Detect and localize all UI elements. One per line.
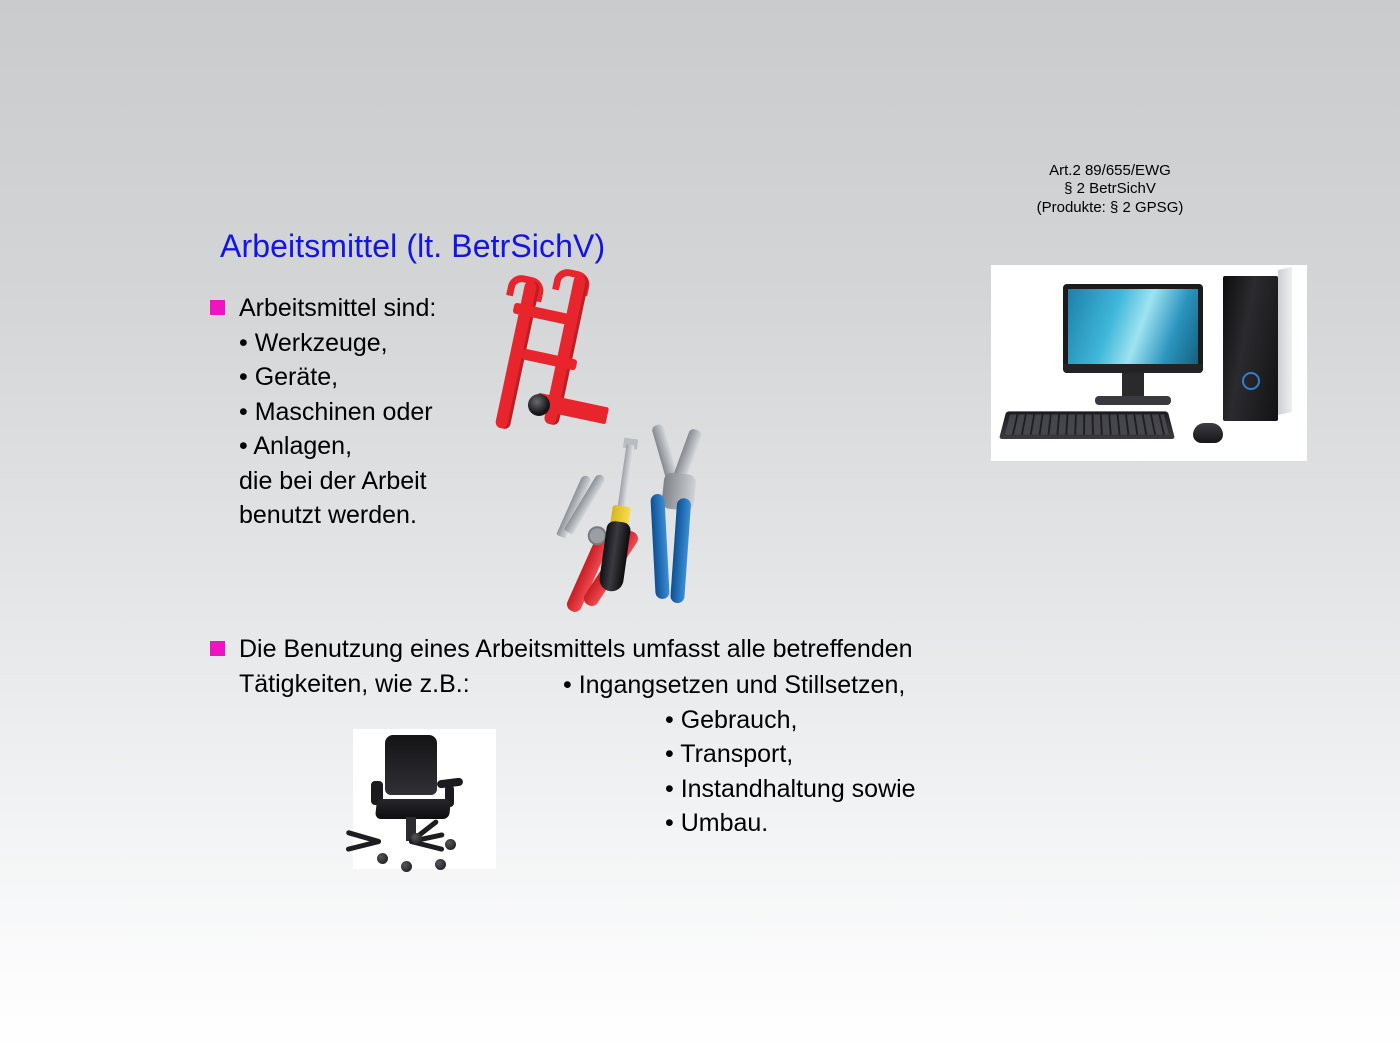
- chair-caster: [435, 859, 446, 870]
- usage-activity-list: [563, 668, 916, 841]
- screwdriver-grip: [598, 520, 632, 593]
- monitor-stand-neck: [1122, 373, 1144, 398]
- definition-tail-line-1: die bei der Arbeit: [239, 466, 427, 495]
- power-button-icon: [1242, 372, 1260, 390]
- definition-item: • Maschinen oder: [239, 397, 433, 426]
- usage-activity-item: • Gebrauch,: [665, 705, 798, 734]
- usage-activity-item: • Umbau.: [665, 809, 769, 837]
- water-pump-pliers-handle: [670, 498, 691, 604]
- chair-backrest: [385, 735, 437, 795]
- definition-item: • Geräte,: [239, 363, 339, 391]
- chair-caster: [445, 839, 456, 850]
- bullet-marker-icon: [210, 300, 225, 315]
- legal-reference-line-2: § 2 BetrSichV: [1064, 180, 1156, 198]
- monitor-stand-base: [1095, 396, 1171, 405]
- computer-tower-icon: [1223, 276, 1278, 421]
- legal-reference: [950, 162, 1270, 217]
- hand-tools-image: [540, 424, 715, 619]
- chair-caster: [411, 833, 422, 844]
- monitor-icon: [1063, 284, 1203, 373]
- bullet-marker-icon: [210, 641, 225, 656]
- chair-caster: [401, 861, 412, 872]
- bullet-block-definition-text: [239, 291, 436, 533]
- screwdriver-blade: [617, 444, 634, 510]
- definition-tail-line-2: benutzt werden.: [239, 501, 417, 529]
- usage-activity-item: • Ingangsetzen und Stillsetzen,: [563, 671, 906, 699]
- monitor-screen: [1068, 289, 1198, 364]
- water-pump-pliers-handle: [650, 494, 669, 600]
- usage-line-1: Die Benutzung eines Arbeitsmittels umfasst alle betreffenden: [239, 635, 913, 663]
- chair-base: [375, 837, 449, 847]
- usage-activity-item: • Instandhaltung sowie: [665, 774, 916, 803]
- hand-truck-image: [496, 272, 646, 442]
- chair-caster: [377, 853, 388, 864]
- legal-reference-line-1: Art.2 89/655/EWG: [1049, 162, 1171, 179]
- definition-item: • Anlagen,: [239, 432, 353, 460]
- usage-line-2: Tätigkeiten, wie z.B.:: [239, 669, 470, 698]
- bullet-block-definition: [210, 291, 436, 533]
- monitor-chin: [1063, 364, 1203, 373]
- chair-seat: [375, 799, 451, 819]
- definition-lead: Arbeitsmittel sind:: [239, 294, 437, 322]
- tower-side-panel: [1278, 267, 1292, 415]
- mouse-icon: [1193, 423, 1223, 443]
- water-pump-pliers-icon: [626, 420, 735, 618]
- desktop-computer-image: [991, 265, 1307, 461]
- office-chair-image: [353, 729, 496, 869]
- definition-item: • Werkzeuge,: [239, 328, 388, 357]
- legal-reference-line-3: (Produkte: § 2 GPSG): [1036, 198, 1184, 216]
- keyboard-icon: [999, 411, 1175, 439]
- page-title: Arbeitsmittel (lt. BetrSichV): [220, 228, 606, 264]
- usage-activity-item: • Transport,: [665, 740, 794, 768]
- hand-truck-wheel: [528, 394, 550, 416]
